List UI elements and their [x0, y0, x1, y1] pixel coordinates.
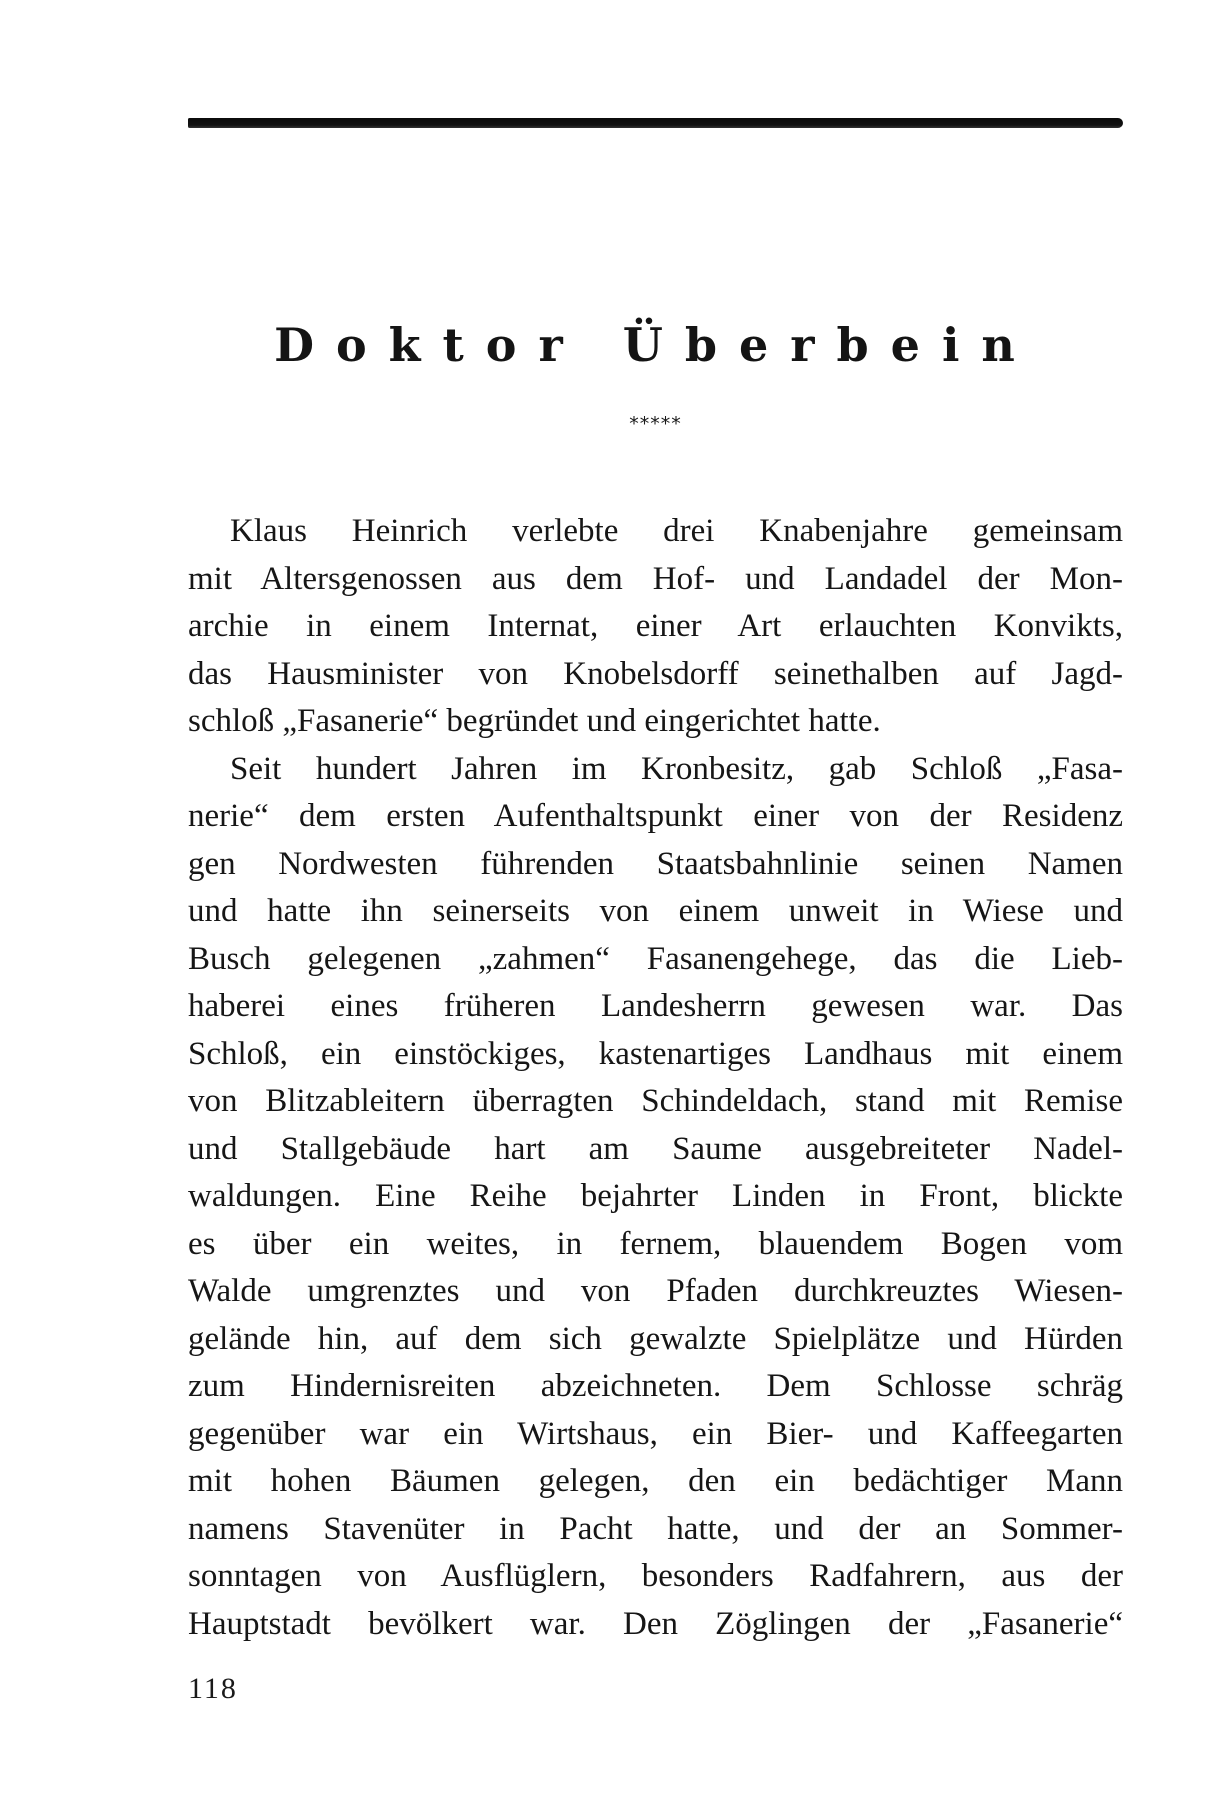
text-line: mit Altersgenossen aus dem Hof- und Landadel der Mon-: [188, 560, 1123, 597]
text-line: waldungen. Eine Reihe bejahrter Linden in Front, blickte: [188, 1178, 1123, 1214]
body-text: [188, 508, 1123, 1648]
text-line: sonntagen von Ausflüglern, besonders Radfahrern, aus der: [188, 1558, 1123, 1594]
text-line: schloß „Fasanerie“ begründet und eingerichtet hatte.: [188, 703, 881, 739]
text-line: Walde umgrenztes und von Pfaden durchkreuztes Wiesen-: [188, 1273, 1123, 1309]
chapter-title: Doktor Überbein: [274, 318, 1037, 372]
text-line: das Hausminister von Knobelsdorff seinethalben auf Jagd-: [188, 655, 1123, 692]
text-line: gen Nordwesten führenden Staatsbahnlinie seinen Namen: [188, 845, 1123, 882]
text-line: gelände hin, auf dem sich gewalzte Spielplätze und Hürden: [188, 1320, 1123, 1357]
text-line: Seit hundert Jahren im Kronbesitz, gab Schloß „Fasa-: [230, 750, 1123, 787]
text-line: und Stallgebäude hart am Saume ausgebreiteter Nadel-: [188, 1130, 1123, 1167]
text-line: gegenüber war ein Wirtshaus, ein Bier- und Kaffeegarten: [188, 1415, 1123, 1452]
section-ornament: *****: [629, 413, 682, 435]
paragraph-1: [188, 508, 1123, 746]
text-line: namens Stavenüter in Pacht hatte, und der an Sommer-: [188, 1510, 1123, 1547]
text-line: haberei eines früheren Landesherrn gewesen war. Das: [188, 988, 1123, 1024]
text-line: Schloß, ein einstöckiges, kastenartiges Landhaus mit einem: [188, 1035, 1123, 1072]
paragraph-2: [188, 746, 1123, 1649]
text-line: archie in einem Internat, einer Art erlauchten Konvikts,: [188, 608, 1123, 644]
text-line: und hatte ihn seinerseits von einem unweit in Wiese und: [188, 893, 1123, 929]
text-line: Busch gelegenen „zahmen“ Fasanengehege, das die Lieb-: [188, 940, 1123, 977]
text-line: Klaus Heinrich verlebte drei Knabenjahre gemeinsam: [230, 513, 1123, 549]
top-rule: [188, 118, 1123, 128]
text-line: von Blitzableitern überragten Schindeldach, stand mit Remise: [188, 1083, 1123, 1119]
text-line: mit hohen Bäumen gelegen, den ein bedächtiger Mann: [188, 1463, 1123, 1499]
page-number: 118: [188, 1672, 238, 1705]
text-line: Hauptstadt bevölkert war. Den Zöglingen der „Fasanerie“: [188, 1605, 1123, 1642]
text-line: nerie“ dem ersten Aufenthaltspunkt einer von der Residenz: [188, 798, 1123, 834]
text-line: zum Hindernisreiten abzeichneten. Dem Schlosse schräg: [188, 1368, 1123, 1404]
text-line: es über ein weites, in fernem, blauendem Bogen vom: [188, 1225, 1123, 1262]
